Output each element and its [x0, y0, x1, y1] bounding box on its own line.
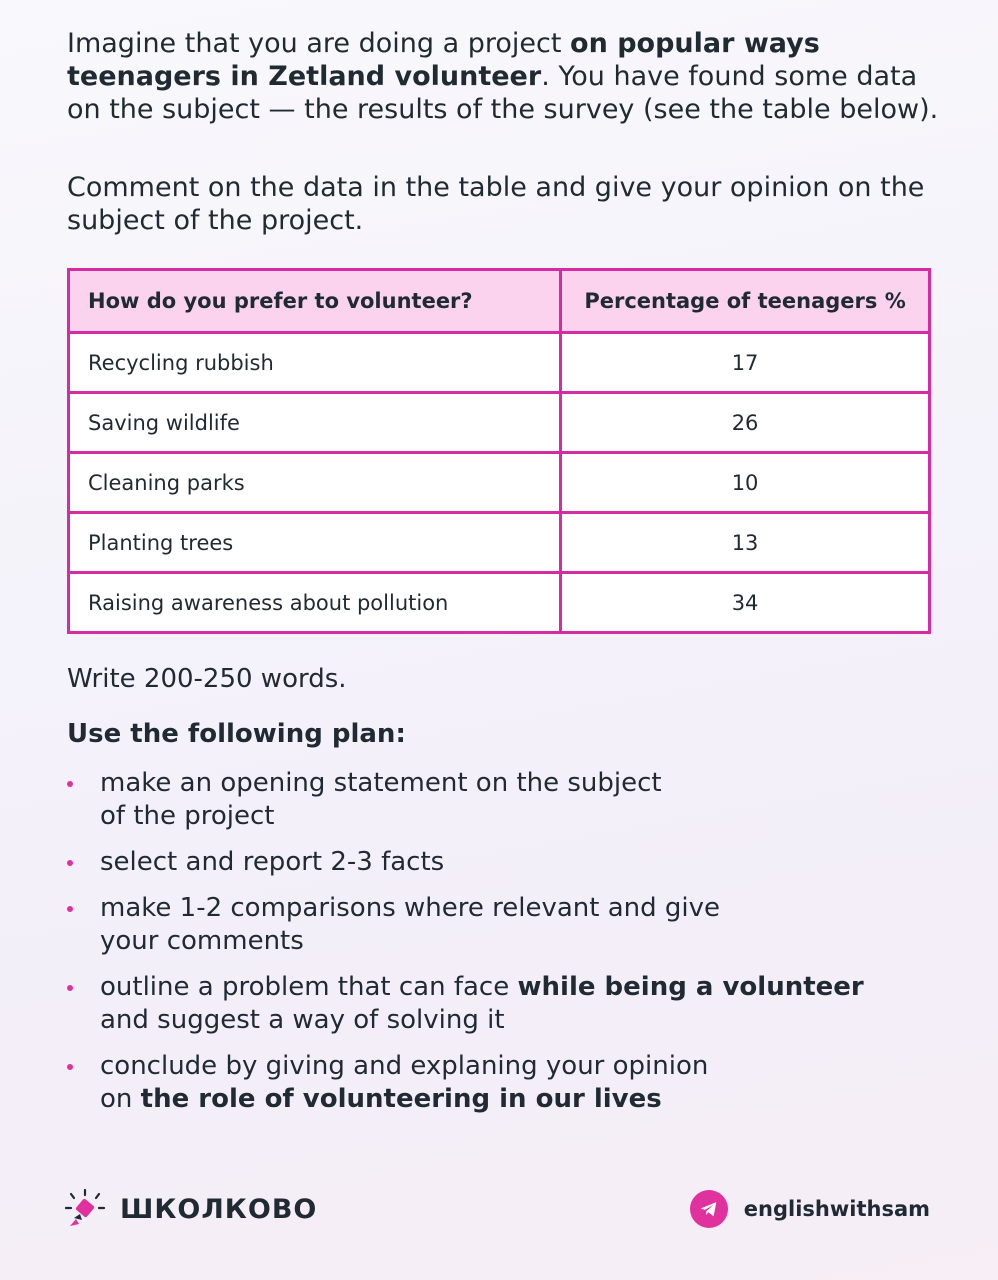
plan-list	[67, 767, 947, 1129]
survey-table	[67, 268, 931, 634]
row-label: Raising awareness about pollution	[69, 573, 561, 633]
row-label: Cleaning parks	[69, 453, 561, 513]
column-header-method: How do you prefer to volunteer?	[69, 270, 561, 333]
table-row	[69, 573, 930, 633]
row-value: 13	[561, 513, 930, 573]
list-item: outline a problem that can face while being a volunteer and suggest a way of solving it	[67, 971, 947, 1037]
bullet-icon	[67, 781, 73, 787]
bullet-icon	[67, 985, 73, 991]
list-item: select and report 2-3 facts	[67, 846, 947, 879]
row-label: Saving wildlife	[69, 393, 561, 453]
brush-logo-icon	[64, 1188, 106, 1230]
brand-name: ШКОЛКОВО	[120, 1193, 318, 1225]
instruction-paragraph: Comment on the data in the table and give your opinion on the subject of the project.	[67, 172, 925, 236]
row-value: 10	[561, 453, 930, 513]
table-row	[69, 453, 930, 513]
intro-text-end: . You have found some data on the subject — the results of the survey (see the table below).	[67, 61, 939, 125]
table-row	[69, 513, 930, 573]
list-item: make 1-2 comparisons where relevant and give your comments	[67, 892, 947, 958]
word-count-instruction: Write 200-250 words.	[67, 664, 347, 694]
telegram-link[interactable]	[690, 1190, 930, 1228]
plan-title: Use the following plan:	[67, 719, 406, 749]
intro-paragraph	[67, 27, 947, 126]
list-item: make an opening statement on the subject of the project	[67, 767, 947, 833]
row-value: 17	[561, 333, 930, 393]
column-header-percentage: Percentage of teenagers %	[561, 270, 930, 333]
row-value: 34	[561, 573, 930, 633]
row-value: 26	[561, 393, 930, 453]
bullet-icon	[67, 1064, 73, 1070]
table-row	[69, 333, 930, 393]
bullet-icon	[67, 906, 73, 912]
row-label: Planting trees	[69, 513, 561, 573]
intro-text-start: Imagine that you are doing a project	[67, 28, 571, 59]
table-header-row	[69, 270, 930, 333]
telegram-icon	[690, 1190, 728, 1228]
table-row	[69, 393, 930, 453]
channel-handle[interactable]: englishwithsam	[743, 1197, 930, 1221]
list-item: conclude by giving and explaning your opinion on the role of volunteering in our lives	[67, 1050, 947, 1116]
bullet-icon	[67, 860, 73, 866]
brand-logo	[64, 1188, 317, 1230]
row-label: Recycling rubbish	[69, 333, 561, 393]
intro-topic: on popular ways teenagers in Zetland volunteer	[67, 28, 820, 92]
